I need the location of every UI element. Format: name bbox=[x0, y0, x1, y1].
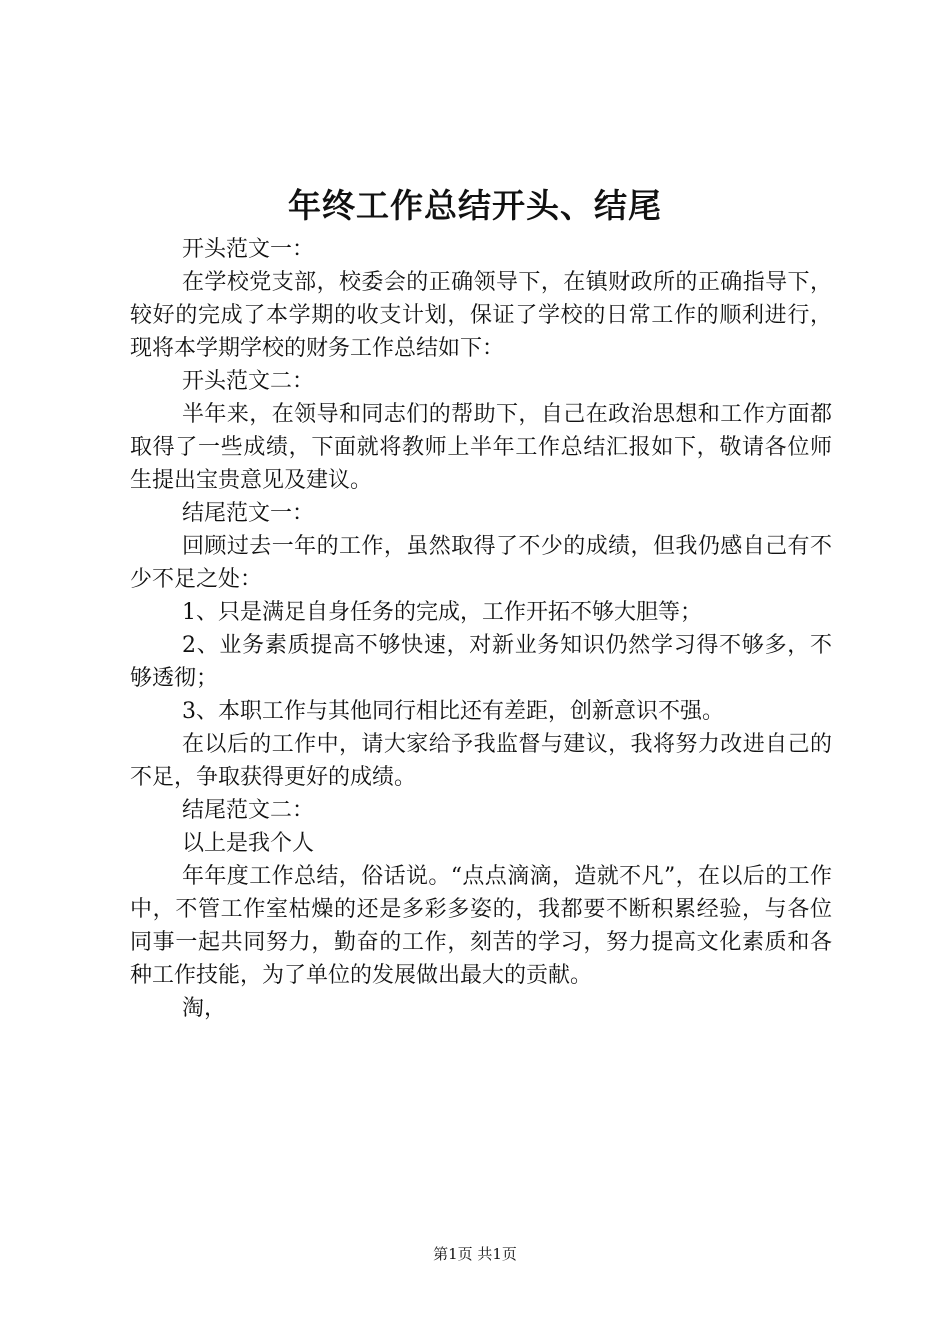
paragraph: 2、业务素质提高不够快速，对新业务知识仍然学习得不够多，不够透彻； bbox=[130, 633, 832, 691]
page-footer: 第1页 共1页 bbox=[433, 1245, 517, 1263]
paragraph: 1、只是满足自身任务的完成，工作开拓不够大胆等； bbox=[182, 600, 702, 625]
paragraph: 半年来，在领导和同志们的帮助下，自己在政治思想和工作方面都取得了一些成绩，下面就将教师上半年工作总结汇报如下，敬请各位师生提出宝贵意见及建议。 bbox=[130, 402, 832, 493]
paragraph: 年年度工作总结，俗话说。“点点滴滴，造就不凡”，在以后的工作中，不管工作室枯燥的还是多彩多姿的，我都要不断积累经验，与各位同事一起共同努力，勤奋的工作，刻苦的学习，努力提高文化素质和各种工作技能，为了单位的发展做出最大的贡献。 bbox=[130, 864, 832, 988]
paragraph: 在学校党支部，校委会的正确领导下，在镇财政所的正确指导下，较好的完成了本学期的收支计划，保证了学校的日常工作的顺利进行，现将本学期学校的财务工作总结如下： bbox=[130, 270, 832, 361]
document-body bbox=[130, 233, 832, 1025]
paragraph: 淘， bbox=[182, 996, 227, 1021]
document-title: 年终工作总结开头、结尾 bbox=[288, 186, 662, 225]
paragraph: 在以后的工作中，请大家给予我监督与建议，我将努力改进自己的不足，争取获得更好的成绩。 bbox=[130, 732, 832, 790]
paragraph: 结尾范文一： bbox=[182, 501, 315, 526]
paragraph: 开头范文一： bbox=[182, 237, 315, 262]
paragraph: 以上是我个人 bbox=[182, 831, 315, 856]
paragraph: 结尾范文二： bbox=[182, 798, 315, 823]
paragraph: 开头范文二： bbox=[182, 369, 315, 394]
paragraph: 回顾过去一年的工作，虽然取得了不少的成绩，但我仍感自己有不少不足之处： bbox=[130, 534, 832, 592]
paragraph: 3、本职工作与其他同行相比还有差距，创新意识不强。 bbox=[182, 699, 724, 724]
